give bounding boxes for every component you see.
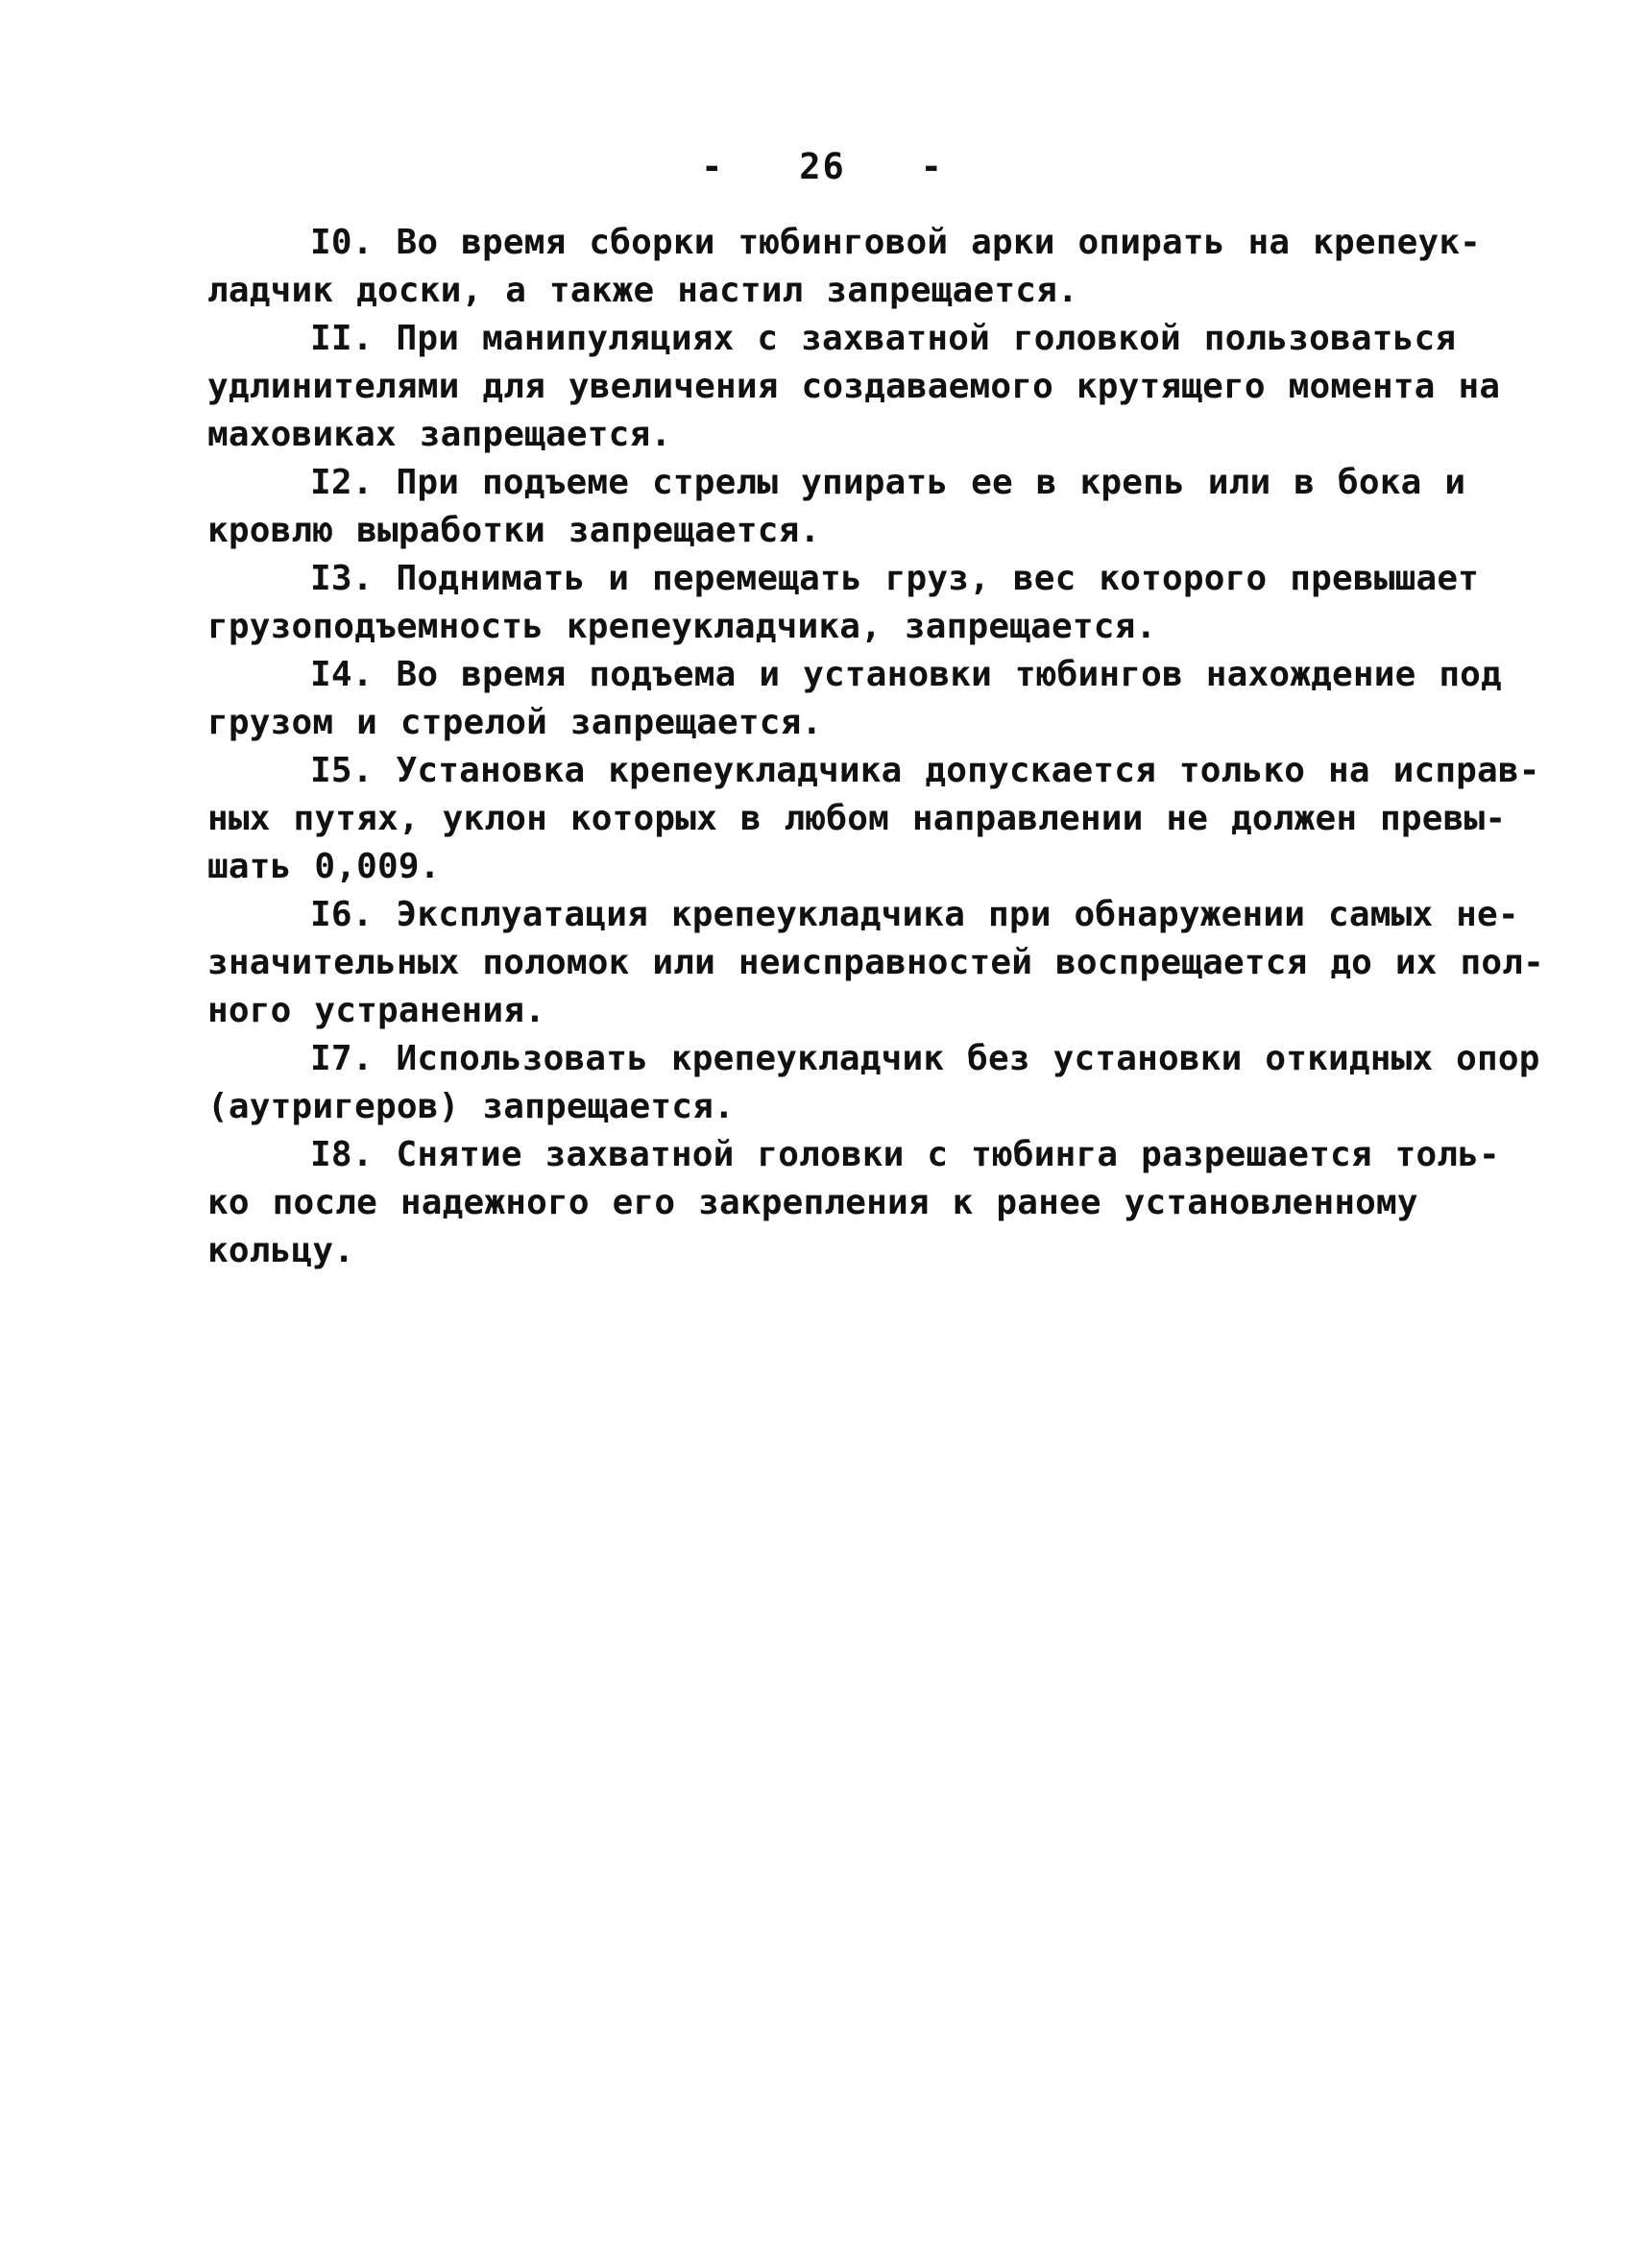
list-item: [207, 1131, 1500, 1275]
list-item: [207, 1035, 1540, 1131]
text-line: ного устранения.: [207, 991, 545, 1030]
list-item: [207, 315, 1501, 459]
document-body: [207, 219, 1545, 1275]
text-line: I7. Использовать крепеукладчик без установки откидных опор: [310, 1039, 1540, 1078]
text-line: I6. Эксплуатация крепеукладчика при обнаружении самых не-: [310, 895, 1519, 934]
list-item: [207, 219, 1482, 315]
text-line: ных путях, уклон которых в любом направлении не должен превы-: [207, 799, 1507, 838]
page-number: 26: [799, 146, 846, 187]
list-item: [207, 747, 1540, 891]
text-line: (аутригеров) запрещается.: [207, 1087, 735, 1126]
text-line: I5. Установка крепеукладчика допускается только на исправ-: [310, 751, 1540, 790]
text-line: I8. Снятие захватной головки с тюбинга разрешается толь-: [310, 1135, 1500, 1174]
page-number-dash-left: -: [701, 146, 725, 187]
list-item: [207, 891, 1545, 1035]
text-line: удлинителями для увеличения создаваемого крутящего момента на: [207, 367, 1501, 406]
text-line: II. При манипуляциях с захватной головкой пользоваться: [310, 319, 1457, 358]
text-line: ладчик доски, а также настил запрещается.: [207, 271, 1078, 310]
text-line: I4. Во время подъема и установки тюбингов нахождение под: [310, 655, 1502, 694]
text-line: ко после надежного его закрепления к ранее установленному: [207, 1183, 1418, 1222]
text-line: значительных поломок или неисправностей воспрещается до их пол-: [207, 943, 1545, 982]
text-line: грузоподъемность крепеукладчика, запрещается.: [207, 607, 1157, 646]
page-number-dash-right: -: [920, 146, 944, 187]
list-item: [207, 459, 1466, 555]
text-line: маховиках запрещается.: [207, 415, 672, 454]
text-line: I2. При подъеме стрелы упирать ее в крепь или в бока и: [310, 463, 1466, 502]
text-line: кольцу.: [207, 1231, 355, 1270]
text-line: грузом и стрелой запрещается.: [207, 703, 823, 742]
text-line: кровлю выработки запрещается.: [207, 511, 821, 550]
text-line: I3. Поднимать и перемещать груз, вес которого превышает: [310, 559, 1480, 598]
list-item: [207, 651, 1502, 747]
list-item: [207, 555, 1480, 651]
page-number-header: [0, 144, 1645, 190]
text-line: шать 0,009.: [207, 847, 441, 886]
text-line: I0. Во время сборки тюбинговой арки опирать на крепеук-: [310, 223, 1482, 262]
